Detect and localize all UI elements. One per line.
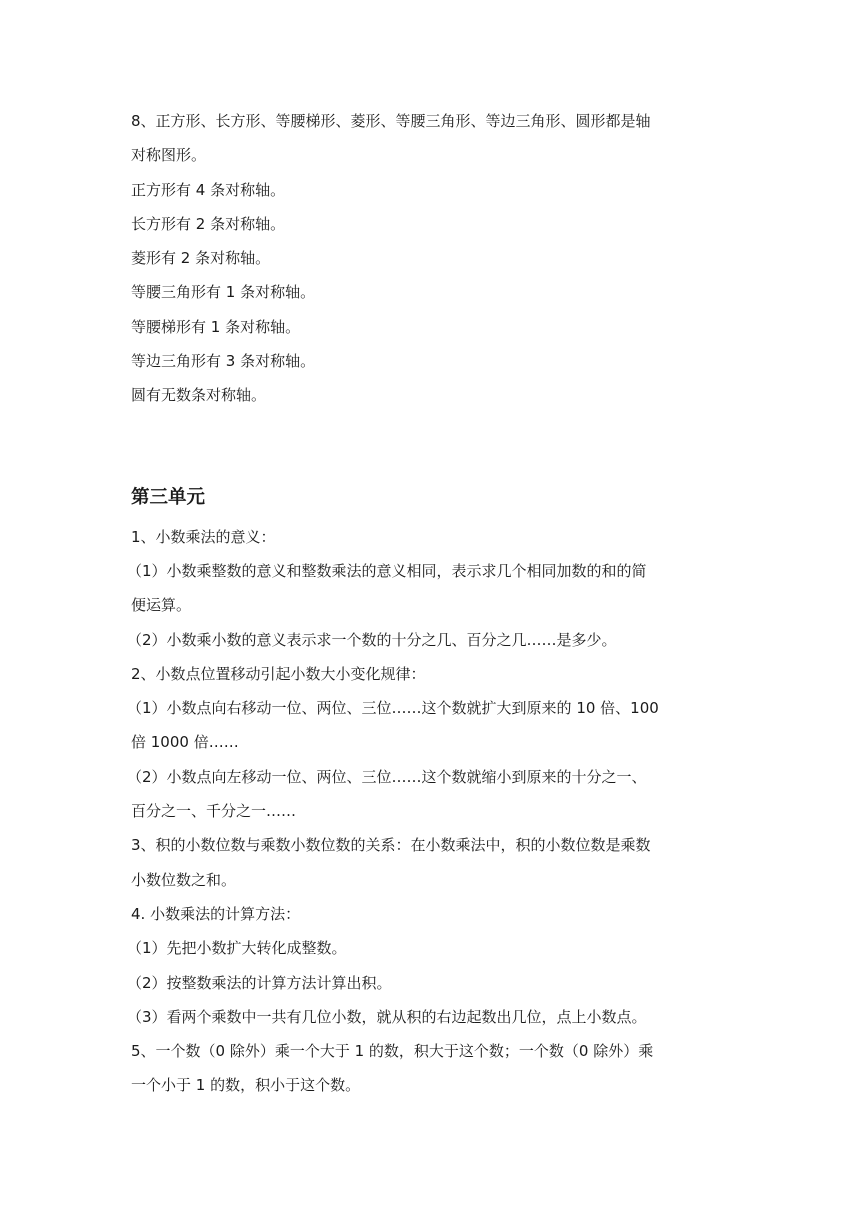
text-line: 2、小数点位置移动引起小数大小变化规律： [131, 664, 426, 683]
section-heading: 第三单元 [131, 486, 206, 508]
text-line: 一个小于 1 的数，积小于这个数。 [131, 1076, 361, 1095]
text-line: （3）看两个乘数中一共有几位小数，就从积的右边起数出几位，点上小数点。 [127, 1007, 647, 1026]
text-line: 圆有无数条对称轴。 [131, 386, 267, 405]
section-unit-three [127, 483, 731, 1103]
text-line: （2）小数点向左移动一位、两位、三位……这个数就缩小到原来的十分之一、 [127, 767, 647, 786]
text-line: 小数位数之和。 [131, 870, 237, 889]
text-line: 百分之一、千分之一…… [131, 802, 297, 821]
text-line: 长方形有 2 条对称轴。 [131, 214, 286, 233]
text-line: （1）小数乘整数的意义和整数乘法的意义相同，表示求几个相同加数的和的简 [127, 561, 647, 580]
section-symmetry [131, 104, 731, 413]
text-line: 正方形有 4 条对称轴。 [131, 180, 286, 199]
text-line: 倍 1000 倍…… [131, 733, 239, 752]
text-line: 1、小数乘法的意义： [131, 527, 276, 546]
text-line: 等边三角形有 3 条对称轴。 [131, 352, 316, 371]
text-line: （1）小数点向右移动一位、两位、三位……这个数就扩大到原来的 10 倍、100 [127, 699, 659, 718]
text-line: 4. 小数乘法的计算方法： [131, 904, 301, 923]
section-gap [131, 413, 731, 483]
text-line: （2）小数乘小数的意义表示求一个数的十分之几、百分之几……是多少。 [127, 630, 617, 649]
text-line: 等腰三角形有 1 条对称轴。 [131, 283, 316, 302]
text-line: （1）先把小数扩大转化成整数。 [127, 939, 347, 958]
page-content [127, 104, 731, 1103]
text-line: 5、一个数（0 除外）乘一个大于 1 的数，积大于这个数；一个数（0 除外）乘 [131, 1042, 654, 1061]
text-line: 3、积的小数位数与乘数小数位数的关系：在小数乘法中，积的小数位数是乘数 [131, 836, 651, 855]
text-line: 菱形有 2 条对称轴。 [131, 249, 271, 268]
text-line: 便运算。 [131, 596, 192, 615]
text-line: （2）按整数乘法的计算方法计算出积。 [127, 973, 392, 992]
text-line: 对称图形。 [131, 146, 207, 165]
text-line: 8、正方形、长方形、等腰梯形、菱形、等腰三角形、等边三角形、圆形都是轴 [131, 112, 651, 130]
text-line: 等腰梯形有 1 条对称轴。 [131, 317, 301, 336]
